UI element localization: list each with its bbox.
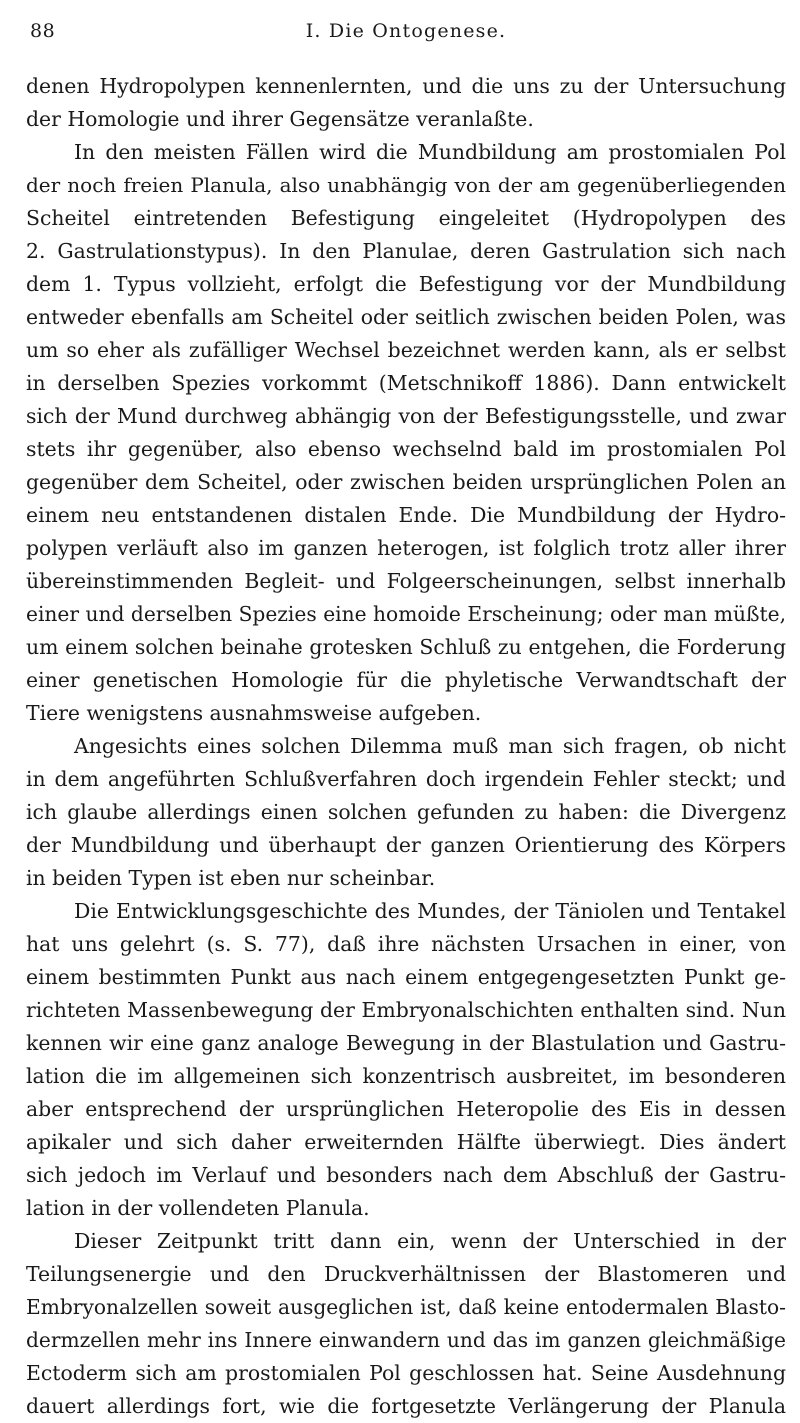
text-line: kennen wir eine ganz analoge Bewegung in der Blastulation und Gastru- (26, 1031, 786, 1055)
text-line: hat uns gelehrt (s. S. 77), daß ihre nächsten Ursachen in einer, von (26, 932, 786, 956)
text-line: einer genetischen Homologie für die phyletische Verwandtschaft der (26, 668, 786, 692)
text-line: Angesichts eines solchen Dilemma muß man sich fragen, ob nicht (74, 734, 786, 758)
text-line: einem bestimmten Punkt aus nach einem entgegengesetzten Punkt ge- (26, 965, 786, 989)
text-line: einer und derselben Spezies eine homoide Erscheinung; oder man müßte, (26, 602, 786, 626)
text-line: Teilungsenergie und den Druckverhältnissen der Blastomeren und (26, 1262, 786, 1286)
text-line: lation in der vollendeten Planula. (26, 1196, 370, 1220)
text-line: dem 1. Typus vollzieht, erfolgt die Befestigung vor der Mundbildung (26, 272, 786, 296)
text-line: dauert allerdings fort, wie die fortgesetzte Verlängerung der Planula (26, 1394, 786, 1418)
text-line: in derselben Spezies vorkommt (Metschnikoff 1886). Dann entwickelt (26, 371, 786, 395)
text-line: apikaler und sich daher erweiternden Hälfte überwiegt. Dies ändert (26, 1130, 786, 1154)
page-number: 88 (30, 20, 56, 42)
text-line: sich der Mund durchweg abhängig von der Befestigungsstelle, und zwar (26, 404, 786, 428)
text-line: dermzellen mehr ins Innere einwandern und das im ganzen gleichmäßige (26, 1328, 786, 1352)
text-line: Ectoderm sich am prostomialen Pol geschlossen hat. Seine Ausdehnung (26, 1361, 786, 1385)
text-line: In den meisten Fällen wird die Mundbildung am prostomialen Pol (74, 140, 786, 164)
text-line: in dem angeführten Schlußverfahren doch irgendein Fehler steckt; und (26, 767, 786, 791)
text-line: übereinstimmenden Begleit- und Folgeerscheinungen, selbst innerhalb (26, 569, 786, 593)
text-line: sich jedoch im Verlauf und besonders nach dem Abschluß der Gastru- (26, 1163, 786, 1187)
text-line: Dieser Zeitpunkt tritt dann ein, wenn der Unterschied in der (74, 1229, 786, 1253)
text-line: einem neu entstandenen distalen Ende. Die Mundbildung der Hydro- (26, 503, 786, 527)
text-line: aber entsprechend der ursprünglichen Heteropolie des Eis in dessen (26, 1097, 786, 1121)
text-line: 2. Gastrulationstypus). In den Planulae, deren Gastrulation sich nach (26, 239, 786, 263)
text-line: der Homologie und ihrer Gegensätze veranlaßte. (26, 107, 534, 131)
text-line: gegenüber dem Scheitel, oder zwischen beiden ursprünglichen Polen an (26, 470, 786, 494)
text-line: richteten Massenbewegung der Embryonalschichten enthalten sind. Nun (26, 998, 786, 1022)
text-line: denen Hydropolypen kennenlernten, und die uns zu der Untersuchung (26, 74, 786, 98)
text-line: der Mundbildung und überhaupt der ganzen Orientierung des Körpers (26, 833, 786, 857)
text-line: polypen verläuft also im ganzen heterogen, ist folglich trotz aller ihrer (26, 536, 786, 560)
text-line: Scheitel eintretenden Befestigung eingeleitet (Hydropolypen des (26, 206, 786, 230)
text-line: entweder ebenfalls am Scheitel oder seitlich zwischen beiden Polen, was (26, 305, 786, 329)
text-line: der noch freien Planula, also unabhängig von der am gegenüberliegenden (26, 173, 786, 197)
text-line: stets ihr gegenüber, also ebenso wechselnd bald im prostomialen Pol (26, 437, 786, 461)
page-header (30, 20, 782, 50)
text-line: lation die im allgemeinen sich konzentrisch ausbreitet, im besonderen (26, 1064, 786, 1088)
running-head: I. Die Ontogenese. (305, 20, 507, 42)
text-line: um so eher als zufälliger Wechsel bezeichnet werden kann, als er selbst (26, 338, 786, 362)
text-line: um einem solchen beinahe grotesken Schluß zu entgehen, die Forderung (26, 635, 786, 659)
body-text (26, 70, 786, 1423)
text-line: in beiden Typen ist eben nur scheinbar. (26, 866, 436, 890)
text-line: Embryonalzellen soweit ausgeglichen ist, daß keine entodermalen Blasto- (26, 1295, 786, 1319)
text-line: Die Entwicklungsgeschichte des Mundes, der Täniolen und Tentakel (74, 899, 786, 923)
text-line: Tiere wenigstens ausnahmsweise aufgeben. (26, 701, 482, 725)
text-line: ich glaube allerdings einen solchen gefunden zu haben: die Divergenz (26, 800, 786, 824)
